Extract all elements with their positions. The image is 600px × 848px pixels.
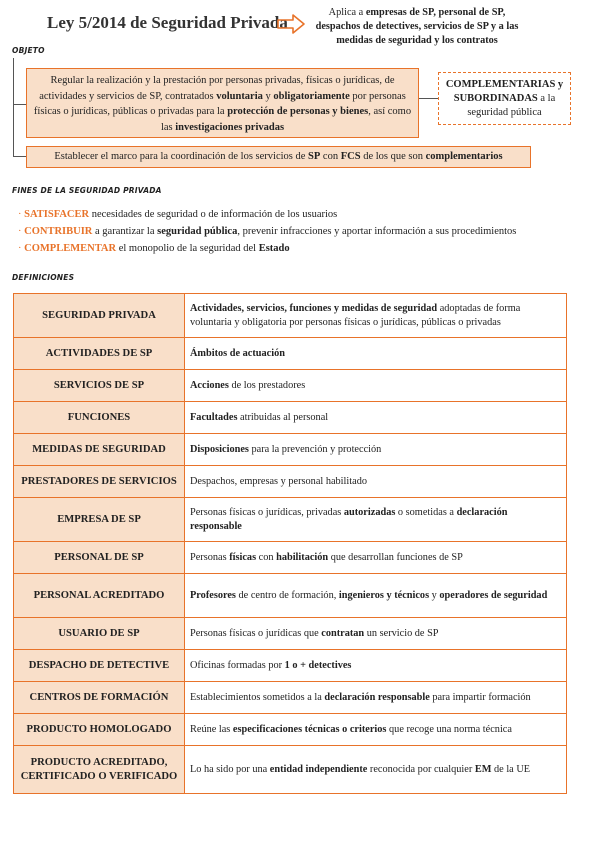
text-run: reconocida por cualquier xyxy=(367,763,475,775)
emphasis-text: empresas de SP, personal de SP, despachos de detectives, servicios de SP y a las medidas de seguridad y los contratos xyxy=(315,7,519,46)
emphasis-text: entidad independiente xyxy=(269,763,368,775)
text-run: que desarrollan funciones de SP xyxy=(328,551,463,563)
text-run: que recoge una norma técnica xyxy=(386,723,512,735)
text-run: por personas físicas o jurídicas, públicas o privadas para la xyxy=(33,90,406,117)
definition-text xyxy=(185,714,567,746)
table-row xyxy=(14,370,567,402)
text-run: de centro de formación, xyxy=(235,589,339,601)
text-run: Lo ha sido por una xyxy=(190,763,270,775)
table-row xyxy=(14,618,567,650)
text-run: Reúne las xyxy=(190,723,233,735)
emphasis-text: SP xyxy=(308,151,321,162)
emphasis-text: Estado xyxy=(258,243,290,254)
objeto-label: OBJETO xyxy=(12,46,45,55)
emphasis-text: 1 o + detectives xyxy=(284,659,352,671)
emphasis-text: complementarios xyxy=(425,151,503,162)
definition-text xyxy=(185,682,567,714)
text-run: para impartir formación xyxy=(429,691,531,703)
text-run: a garantizar la xyxy=(92,226,158,237)
emphasis-text: SATISFACER xyxy=(24,209,90,220)
definition-term: PRODUCTO ACREDITADO, CERTIFICADO O VERIFICADO xyxy=(14,746,185,794)
page-title: Ley 5/2014 de Seguridad Privada xyxy=(47,13,288,32)
text-run: un servicio de SP xyxy=(364,627,439,639)
bullet-icon: · xyxy=(18,243,25,254)
definition-term: PERSONAL ACREDITADO xyxy=(14,574,185,618)
emphasis-text: especificaciones técnicas o criterios xyxy=(232,723,387,735)
emphasis-text: obligatoriamente xyxy=(273,90,350,102)
emphasis-text: ingenieros y técnicos xyxy=(338,589,430,601)
bullet-icon: · xyxy=(18,226,25,237)
text-run: el monopolio de la seguridad del xyxy=(116,243,259,254)
table-row xyxy=(14,498,567,542)
table-row xyxy=(14,574,567,618)
emphasis-text: físicas xyxy=(229,551,257,563)
table-row xyxy=(14,650,567,682)
table-row xyxy=(14,466,567,498)
text-run: de la UE xyxy=(491,763,531,775)
text-run: con xyxy=(320,151,341,162)
objeto-regular-box xyxy=(26,68,419,138)
definition-text xyxy=(185,618,567,650)
complementarias-box xyxy=(438,72,571,125)
table-row xyxy=(14,714,567,746)
text-run: y xyxy=(262,90,274,102)
definition-term: CENTROS DE FORMACIÓN xyxy=(14,682,185,714)
emphasis-text: declaración responsable xyxy=(324,691,430,703)
definition-text xyxy=(185,498,567,542)
table-row xyxy=(14,402,567,434)
definition-text xyxy=(185,402,567,434)
text-run: de los prestadores xyxy=(228,379,306,391)
emphasis-text: Ámbitos de actuación xyxy=(190,347,285,359)
text-run: adoptadas de forma voluntaria y obligatoria por personas físicas o jurídicas, públicas o privadas xyxy=(190,302,521,328)
text-run: para la prevención y protección xyxy=(248,443,382,455)
emphasis-text: declaración responsable xyxy=(190,506,508,532)
emphasis-text: autorizadas xyxy=(343,506,396,518)
text-run: , así como las xyxy=(160,106,412,133)
definition-term: SERVICIOS DE SP xyxy=(14,370,185,402)
table-row xyxy=(14,746,567,794)
definition-term: PRODUCTO HOMOLOGADO xyxy=(14,714,185,746)
text-run: Despachos, empresas y personal habilitado xyxy=(190,475,367,487)
emphasis-text: COMPLEMENTAR xyxy=(24,243,117,254)
emphasis-text: Disposiciones xyxy=(190,443,249,455)
emphasis-text: habilitación xyxy=(276,551,329,563)
definition-text xyxy=(185,338,567,370)
emphasis-text: operadores de seguridad xyxy=(439,589,548,601)
text-run: necesidades de seguridad o de información de los usuarios xyxy=(89,209,338,220)
definiciones-label: DEFINICIONES xyxy=(12,273,75,282)
definition-term: USUARIO DE SP xyxy=(14,618,185,650)
bullet-icon: · xyxy=(18,209,25,220)
definition-term: PERSONAL DE SP xyxy=(14,542,185,574)
definitions-table xyxy=(13,293,567,794)
objeto-marco-box xyxy=(26,146,531,168)
emphasis-text: COMPLEMENTARIAS y SUBORDINADAS xyxy=(445,79,564,104)
fines-label: FINES DE LA SEGURIDAD PRIVADA xyxy=(12,186,162,195)
bracket-tick-2 xyxy=(13,156,26,157)
table-row xyxy=(14,338,567,370)
emphasis-text: investigaciones privadas xyxy=(175,121,285,133)
text-run: y xyxy=(429,589,440,601)
emphasis-text: Actividades, servicios, funciones y medidas de seguridad xyxy=(190,302,438,314)
definition-text xyxy=(185,650,567,682)
fines-item xyxy=(18,208,337,221)
text-run: Establecimientos sometidos a la xyxy=(190,691,325,703)
fines-item xyxy=(18,225,516,238)
bracket-tick-1 xyxy=(13,104,26,105)
emphasis-text: Facultades xyxy=(190,411,238,423)
applies-to-text xyxy=(306,6,528,48)
table-row xyxy=(14,294,567,338)
emphasis-text: protección de personas y bienes xyxy=(227,106,369,117)
text-run: Oficinas formadas por xyxy=(190,659,285,671)
definition-text xyxy=(185,542,567,574)
emphasis-text: CONTRIBUIR xyxy=(24,226,93,237)
text-run: Regular la realización y la prestación por personas privadas, físicas o jurídicas, de actividades y servicios de SP, contratados xyxy=(39,75,395,102)
emphasis-text: Profesores xyxy=(190,589,236,601)
text-run: con xyxy=(256,551,277,563)
objeto-bracket xyxy=(13,58,27,156)
arrow-right-icon xyxy=(276,13,306,35)
text-run: , prevenir infracciones y aportar información a sus procedimientos xyxy=(237,226,517,237)
emphasis-text: seguridad pública xyxy=(157,226,238,237)
definition-text xyxy=(185,294,567,338)
definition-text xyxy=(185,574,567,618)
definition-term: MEDIDAS DE SEGURIDAD xyxy=(14,434,185,466)
emphasis-text: FCS xyxy=(340,151,361,162)
definition-term: FUNCIONES xyxy=(14,402,185,434)
definition-text xyxy=(185,370,567,402)
definition-term: SEGURIDAD PRIVADA xyxy=(14,294,185,338)
text-run: Aplica a xyxy=(328,7,366,18)
emphasis-text: voluntaria xyxy=(216,90,263,102)
text-run: de los que son xyxy=(360,151,426,162)
table-row xyxy=(14,434,567,466)
emphasis-text: EM xyxy=(474,763,492,775)
text-run: Establecer el marco para la coordinación de los servicios de xyxy=(54,151,309,162)
definition-text xyxy=(185,466,567,498)
table-row xyxy=(14,542,567,574)
definition-term: EMPRESA DE SP xyxy=(14,498,185,542)
definition-text xyxy=(185,746,567,794)
definition-term: PRESTADORES DE SERVICIOS xyxy=(14,466,185,498)
text-run: Personas xyxy=(190,551,230,563)
emphasis-text: Acciones xyxy=(190,379,229,391)
text-run: Personas físicas o jurídicas, privadas xyxy=(190,506,344,518)
connector-line xyxy=(419,98,438,99)
definition-term: ACTIVIDADES DE SP xyxy=(14,338,185,370)
emphasis-text: contratan xyxy=(321,627,365,639)
text-run: a la seguridad pública xyxy=(467,93,556,118)
text-run: atribuidas al personal xyxy=(237,411,329,423)
text-run: o sometidas a xyxy=(395,506,457,518)
fines-item xyxy=(18,242,290,255)
definition-term: DESPACHO DE DETECTIVE xyxy=(14,650,185,682)
text-run: Personas físicas o jurídicas que xyxy=(190,627,322,639)
table-row xyxy=(14,682,567,714)
definition-text xyxy=(185,434,567,466)
